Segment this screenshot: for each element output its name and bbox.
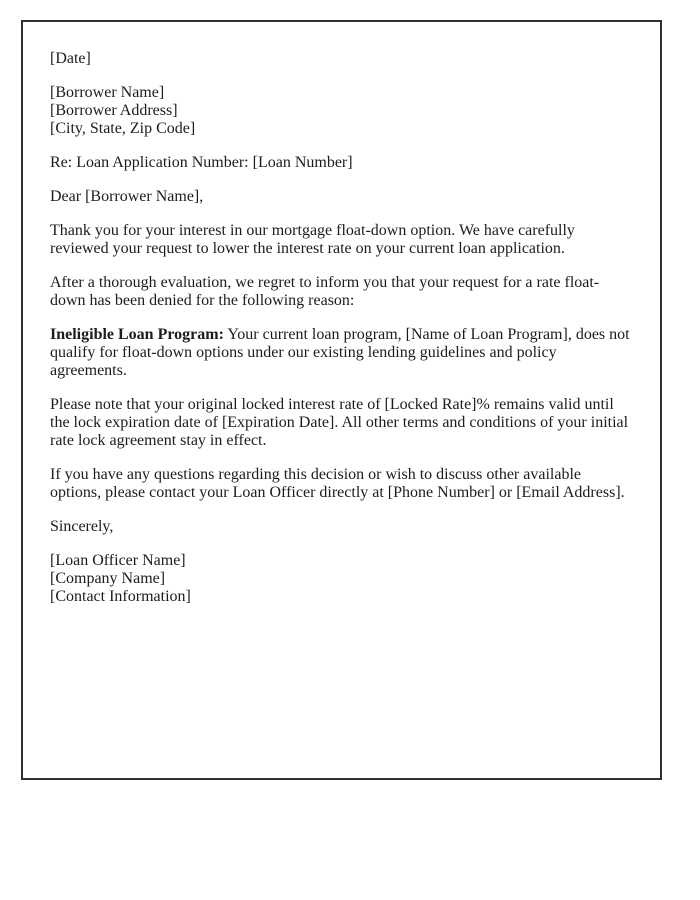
recipient-name: [Borrower Name]	[50, 84, 165, 101]
signature-company-name: [Company Name]	[50, 570, 166, 587]
paragraph-line: Please note that your original locked interest rate of [Locked Rate]% remains valid until	[50, 396, 614, 413]
recipient-block	[50, 84, 633, 138]
paragraph-line: If you have any questions regarding this decision or wish to discuss other available	[50, 466, 581, 483]
closing	[50, 518, 633, 536]
signature-contact-info: [Contact Information]	[50, 588, 191, 605]
paragraph-line: options, please contact your Loan Officer directly at [Phone Number] or [Email Address].	[50, 484, 625, 501]
date-line	[50, 50, 633, 68]
salutation	[50, 188, 633, 206]
paragraph-line: qualify for float-down options under our existing lending guidelines and policy	[50, 344, 557, 361]
subject-line	[50, 154, 633, 172]
paragraph-line: down has been denied for the following reason:	[50, 292, 355, 309]
paragraph-line: Thank you for your interest in our mortgage float-down option. We have carefully	[50, 222, 575, 239]
date-text: [Date]	[50, 50, 91, 67]
closing-text: Sincerely,	[50, 518, 114, 535]
recipient-address: [Borrower Address]	[50, 102, 178, 119]
recipient-city-state-zip: [City, State, Zip Code]	[50, 120, 196, 137]
paragraph-contact	[50, 466, 633, 502]
paragraph-rate-lock	[50, 396, 633, 450]
signature-officer-name: [Loan Officer Name]	[50, 552, 186, 569]
signature-block	[50, 552, 633, 606]
paragraph-intro	[50, 222, 633, 258]
paragraph-line: rate lock agreement stay in effect.	[50, 432, 267, 449]
paragraph-line: agreements.	[50, 362, 127, 379]
paragraph-line: reviewed your request to lower the interest rate on your current loan application.	[50, 240, 565, 257]
paragraph-decision	[50, 274, 633, 310]
paragraph-line: the lock expiration date of [Expiration Date]. All other terms and conditions of your initial	[50, 414, 629, 431]
paragraph-reason	[50, 326, 633, 380]
reason-label: Ineligible Loan Program:	[50, 326, 224, 343]
letter-page	[21, 20, 662, 780]
salutation-text: Dear [Borrower Name],	[50, 188, 204, 205]
subject-text: Re: Loan Application Number: [Loan Number]	[50, 154, 353, 171]
paragraph-line: After a thorough evaluation, we regret to inform you that your request for a rate float-	[50, 274, 600, 291]
paragraph-line	[50, 326, 633, 344]
reason-line1-rest: Your current loan program, [Name of Loan Program], does not	[227, 326, 630, 343]
